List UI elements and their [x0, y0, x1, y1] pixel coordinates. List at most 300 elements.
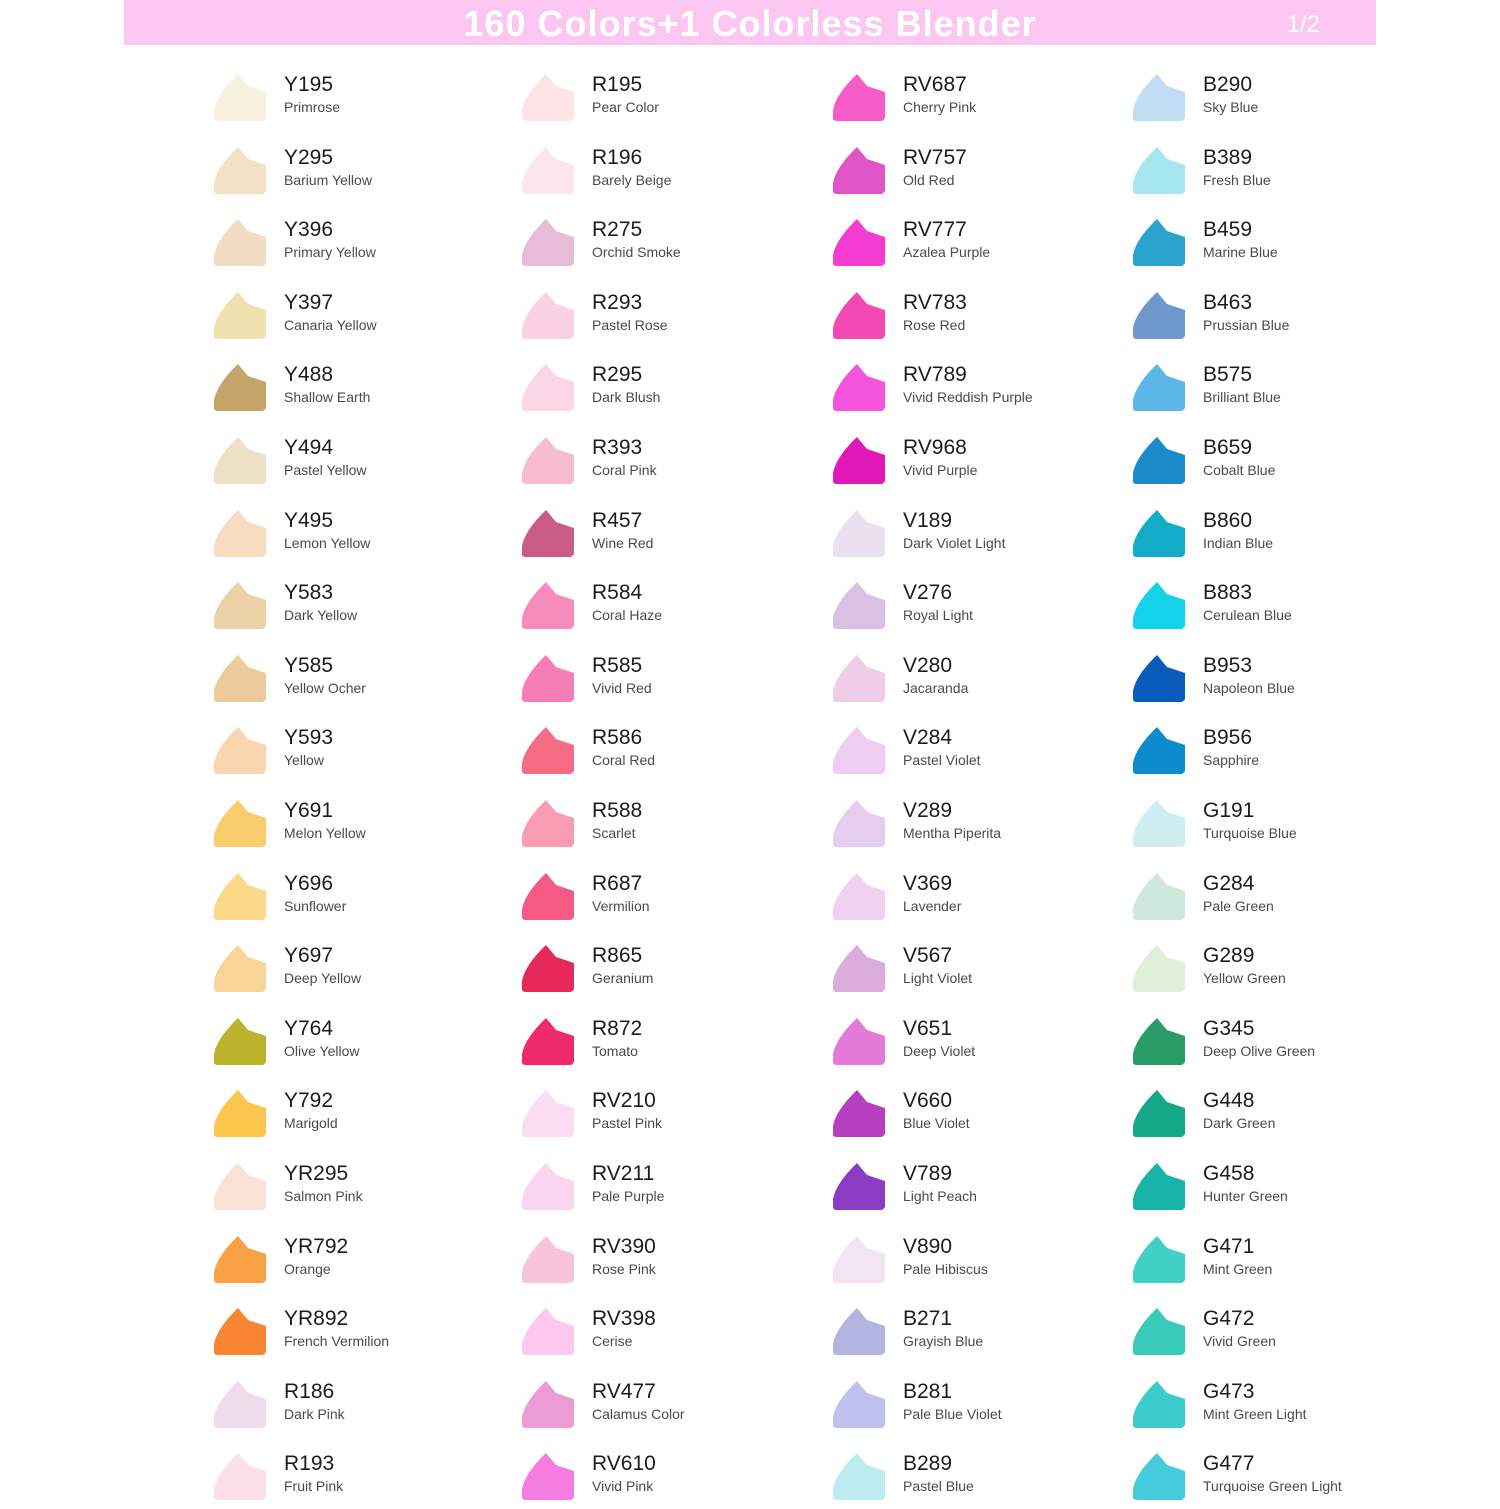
marker-tip-swatch	[1133, 873, 1185, 921]
color-item	[833, 1304, 1163, 1364]
color-item	[214, 796, 544, 856]
color-name: Dark Pink	[284, 1406, 345, 1422]
color-code: Y585	[284, 654, 334, 677]
swatch-fill	[214, 74, 266, 121]
marker-tip-swatch	[1133, 582, 1185, 630]
color-item	[522, 1304, 852, 1364]
marker-tip-swatch	[214, 800, 266, 848]
color-name: Indian Blue	[1203, 535, 1274, 551]
color-item	[833, 651, 1163, 711]
color-item	[833, 1449, 1163, 1509]
color-item	[214, 651, 544, 711]
color-code: B281	[903, 1380, 953, 1403]
color-code: Y295	[284, 146, 334, 169]
swatch-fill	[214, 582, 266, 629]
color-item	[214, 578, 544, 638]
color-name: Primary Yellow	[284, 244, 376, 260]
color-item	[1133, 215, 1463, 275]
color-item	[214, 360, 544, 420]
swatch-fill	[214, 873, 266, 920]
color-name: Light Peach	[903, 1188, 977, 1204]
color-code: B575	[1203, 363, 1253, 386]
color-item	[833, 433, 1163, 493]
color-item	[522, 578, 852, 638]
color-code: G289	[1203, 944, 1255, 967]
color-item	[1133, 1304, 1463, 1364]
marker-tip-swatch	[522, 437, 574, 485]
marker-tip-swatch	[833, 437, 885, 485]
color-name: Vivid Reddish Purple	[903, 389, 1033, 405]
color-code: R588	[592, 799, 643, 822]
color-name: Fresh Blue	[1203, 172, 1271, 188]
marker-tip-swatch	[1133, 945, 1185, 993]
marker-tip-swatch	[522, 1453, 574, 1501]
color-code: Y764	[284, 1017, 334, 1040]
color-code: Y494	[284, 436, 334, 459]
swatch-fill	[522, 510, 574, 557]
color-name: Mentha Piperita	[903, 825, 1002, 841]
marker-tip-swatch	[833, 1163, 885, 1211]
color-code: V567	[903, 944, 953, 967]
marker-tip-swatch	[1133, 1236, 1185, 1284]
color-item	[522, 1014, 852, 1074]
swatch-fill	[833, 727, 885, 774]
color-name: Coral Red	[592, 752, 656, 768]
color-item	[1133, 70, 1463, 130]
color-item	[1133, 941, 1463, 1001]
color-item	[214, 1014, 544, 1074]
marker-tip-swatch	[833, 364, 885, 412]
marker-tip-swatch	[833, 655, 885, 703]
swatch-fill	[214, 800, 266, 847]
marker-tip-swatch	[1133, 727, 1185, 775]
color-name: Barely Beige	[592, 172, 672, 188]
color-code: R195	[592, 73, 643, 96]
marker-tip-swatch	[833, 147, 885, 195]
swatch-fill	[214, 1090, 266, 1137]
marker-tip-swatch	[214, 292, 266, 340]
color-name: Royal Light	[903, 607, 974, 623]
color-item	[1133, 869, 1463, 929]
marker-tip-swatch	[1133, 510, 1185, 558]
color-code: Y697	[284, 944, 334, 967]
swatch-fill	[1133, 945, 1185, 992]
marker-tip-swatch	[833, 582, 885, 630]
color-item	[1133, 1232, 1463, 1292]
marker-tip-swatch	[522, 582, 574, 630]
color-item	[1133, 288, 1463, 348]
color-item	[522, 1086, 852, 1146]
color-code: RV757	[903, 146, 967, 169]
color-item	[1133, 723, 1463, 783]
swatch-fill	[1133, 873, 1185, 920]
color-item	[1133, 433, 1463, 493]
color-name: Cherry Pink	[903, 99, 977, 115]
color-item	[833, 1014, 1163, 1074]
marker-tip-swatch	[214, 1163, 266, 1211]
color-item	[1133, 651, 1463, 711]
marker-tip-swatch	[522, 655, 574, 703]
marker-tip-swatch	[522, 1308, 574, 1356]
color-item	[214, 433, 544, 493]
swatch-fill	[833, 582, 885, 629]
marker-tip-swatch	[214, 655, 266, 703]
swatch-fill	[522, 873, 574, 920]
color-name: Yellow Ocher	[284, 680, 366, 696]
color-code: G191	[1203, 799, 1255, 822]
color-code: Y195	[284, 73, 334, 96]
color-name: Melon Yellow	[284, 825, 366, 841]
marker-tip-swatch	[1133, 1453, 1185, 1501]
page-title: 160 Colors+1 Colorless Blender	[463, 3, 1037, 44]
swatch-fill	[522, 1018, 574, 1065]
color-code: V651	[903, 1017, 953, 1040]
color-item	[522, 796, 852, 856]
color-code: Y397	[284, 291, 334, 314]
color-item	[214, 143, 544, 203]
swatch-fill	[522, 727, 574, 774]
swatch-fill	[833, 219, 885, 266]
color-name: Pastel Yellow	[284, 462, 367, 478]
color-code: R275	[592, 218, 643, 241]
marker-tip-swatch	[833, 219, 885, 267]
color-item	[833, 70, 1163, 130]
color-item	[522, 433, 852, 493]
color-item	[522, 1377, 852, 1437]
color-item	[214, 288, 544, 348]
color-name: Salmon Pink	[284, 1188, 363, 1204]
swatch-fill	[522, 1453, 574, 1500]
color-item	[833, 360, 1163, 420]
marker-tip-swatch	[522, 147, 574, 195]
color-name: Sky Blue	[1203, 99, 1259, 115]
color-name: Light Violet	[903, 970, 973, 986]
color-code: R584	[592, 581, 643, 604]
swatch-fill	[522, 219, 574, 266]
color-name: Pale Blue Violet	[903, 1406, 1002, 1422]
color-code: R585	[592, 654, 643, 677]
marker-tip-swatch	[214, 364, 266, 412]
color-name: Shallow Earth	[284, 389, 371, 405]
swatch-fill	[1133, 1308, 1185, 1355]
swatch-fill	[522, 292, 574, 339]
color-item	[1133, 1014, 1463, 1074]
swatch-fill	[214, 147, 266, 194]
swatch-fill	[214, 1453, 266, 1500]
swatch-fill	[833, 364, 885, 411]
color-item	[522, 869, 852, 929]
color-name: Prussian Blue	[1203, 317, 1290, 333]
color-name: Napoleon Blue	[1203, 680, 1295, 696]
marker-tip-swatch	[1133, 219, 1185, 267]
color-code: R293	[592, 291, 643, 314]
marker-tip-swatch	[214, 1381, 266, 1429]
swatch-fill	[833, 1090, 885, 1137]
marker-tip-swatch	[833, 1018, 885, 1066]
swatch-fill	[833, 437, 885, 484]
swatch-fill	[1133, 1018, 1185, 1065]
color-item	[214, 70, 544, 130]
color-item	[522, 215, 852, 275]
color-code: V660	[903, 1089, 953, 1112]
color-code: G458	[1203, 1162, 1255, 1185]
marker-tip-swatch	[833, 1308, 885, 1356]
color-code: RV398	[592, 1307, 656, 1330]
color-name: Calamus Color	[592, 1406, 685, 1422]
swatch-fill	[833, 147, 885, 194]
color-name: Geranium	[592, 970, 654, 986]
color-name: Deep Olive Green	[1203, 1043, 1316, 1059]
marker-tip-swatch	[833, 292, 885, 340]
color-code: G477	[1203, 1452, 1255, 1475]
swatch-fill	[214, 292, 266, 339]
color-item	[1133, 143, 1463, 203]
color-name: Pastel Blue	[903, 1478, 974, 1494]
color-name: Pastel Pink	[592, 1115, 663, 1131]
swatch-fill	[1133, 1453, 1185, 1500]
color-name: Dark Violet Light	[903, 535, 1006, 551]
swatch-fill	[522, 74, 574, 121]
color-code: R872	[592, 1017, 643, 1040]
color-item	[522, 1159, 852, 1219]
color-name: Yellow	[284, 752, 324, 768]
swatch-fill	[833, 1381, 885, 1428]
swatch-fill	[522, 655, 574, 702]
marker-tip-swatch	[522, 727, 574, 775]
color-name: Pastel Rose	[592, 317, 668, 333]
marker-tip-swatch	[833, 1236, 885, 1284]
color-name: French Vermilion	[284, 1333, 390, 1349]
swatch-fill	[1133, 437, 1185, 484]
marker-tip-swatch	[833, 74, 885, 122]
marker-tip-swatch	[214, 1308, 266, 1356]
swatch-fill	[833, 800, 885, 847]
marker-tip-swatch	[214, 219, 266, 267]
marker-tip-swatch	[522, 1236, 574, 1284]
color-code: Y488	[284, 363, 334, 386]
color-name: Primrose	[284, 99, 341, 115]
color-column	[214, 0, 544, 1500]
color-name: Jacaranda	[903, 680, 969, 696]
color-code: RV390	[592, 1235, 656, 1258]
color-code: B290	[1203, 73, 1253, 96]
color-code: RV687	[903, 73, 967, 96]
marker-tip-swatch	[522, 873, 574, 921]
marker-tip-swatch	[214, 582, 266, 630]
color-code: B459	[1203, 218, 1253, 241]
color-name: Dark Green	[1203, 1115, 1276, 1131]
color-item	[522, 506, 852, 566]
color-name: Orchid Smoke	[592, 244, 681, 260]
marker-tip-swatch	[833, 873, 885, 921]
marker-tip-swatch	[1133, 74, 1185, 122]
color-name: Old Red	[903, 172, 955, 188]
color-code: RV210	[592, 1089, 656, 1112]
swatch-fill	[833, 1018, 885, 1065]
color-code: G473	[1203, 1380, 1255, 1403]
swatch-fill	[214, 1018, 266, 1065]
marker-tip-swatch	[1133, 437, 1185, 485]
color-column	[1133, 0, 1463, 1500]
marker-tip-swatch	[214, 1090, 266, 1138]
color-item	[1133, 1086, 1463, 1146]
color-code: B389	[1203, 146, 1253, 169]
swatch-fill	[1133, 147, 1185, 194]
swatch-fill	[1133, 1236, 1185, 1283]
marker-tip-swatch	[1133, 1308, 1185, 1356]
marker-tip-swatch	[522, 1018, 574, 1066]
color-name: Deep Yellow	[284, 970, 362, 986]
marker-tip-swatch	[214, 510, 266, 558]
color-name: Deep Violet	[903, 1043, 976, 1059]
swatch-fill	[1133, 1163, 1185, 1210]
swatch-fill	[522, 147, 574, 194]
color-item	[833, 143, 1163, 203]
color-name: Dark Yellow	[284, 607, 358, 623]
color-code: R393	[592, 436, 643, 459]
marker-tip-swatch	[522, 74, 574, 122]
color-code: Y495	[284, 509, 334, 532]
color-name: Sunflower	[284, 898, 347, 914]
swatch-fill	[1133, 1381, 1185, 1428]
swatch-fill	[1133, 1090, 1185, 1137]
color-item	[833, 215, 1163, 275]
swatch-fill	[1133, 74, 1185, 121]
color-code: V280	[903, 654, 953, 677]
color-item	[833, 1159, 1163, 1219]
color-code: G472	[1203, 1307, 1255, 1330]
color-name: Tomato	[592, 1043, 638, 1059]
marker-tip-swatch	[522, 364, 574, 412]
color-name: Vivid Green	[1203, 1333, 1276, 1349]
color-name: Mint Green	[1203, 1261, 1273, 1277]
swatch-fill	[833, 510, 885, 557]
color-name: Pastel Violet	[903, 752, 981, 768]
color-code: B953	[1203, 654, 1253, 677]
marker-tip-swatch	[833, 800, 885, 848]
color-code: G471	[1203, 1235, 1255, 1258]
color-code: B659	[1203, 436, 1253, 459]
color-name: Hunter Green	[1203, 1188, 1288, 1204]
swatch-fill	[833, 873, 885, 920]
color-name: Marigold	[284, 1115, 338, 1131]
color-item	[522, 723, 852, 783]
color-code: V284	[903, 726, 953, 749]
swatch-fill	[522, 582, 574, 629]
color-code: Y396	[284, 218, 334, 241]
marker-tip-swatch	[214, 437, 266, 485]
color-name: Scarlet	[592, 825, 636, 841]
swatch-fill	[833, 1308, 885, 1355]
color-name: Pale Green	[1203, 898, 1274, 914]
marker-tip-swatch	[522, 800, 574, 848]
color-code: V789	[903, 1162, 953, 1185]
color-item	[522, 941, 852, 1001]
color-code: Y792	[284, 1089, 334, 1112]
swatch-fill	[1133, 800, 1185, 847]
swatch-fill	[214, 1308, 266, 1355]
marker-tip-swatch	[522, 945, 574, 993]
color-code: G284	[1203, 872, 1255, 895]
marker-tip-swatch	[214, 74, 266, 122]
swatch-fill	[214, 1236, 266, 1283]
color-item	[833, 288, 1163, 348]
color-item	[214, 1159, 544, 1219]
swatch-fill	[833, 1453, 885, 1500]
swatch-fill	[522, 364, 574, 411]
swatch-fill	[522, 1308, 574, 1355]
color-name: Coral Haze	[592, 607, 663, 623]
swatch-fill	[1133, 292, 1185, 339]
page-indicator: 1/2	[1286, 11, 1320, 38]
color-name: Turquoise Green Light	[1203, 1478, 1342, 1494]
swatch-fill	[214, 655, 266, 702]
color-item	[214, 506, 544, 566]
color-code: R295	[592, 363, 643, 386]
marker-tip-swatch	[1133, 147, 1185, 195]
marker-tip-swatch	[1133, 1163, 1185, 1211]
marker-tip-swatch	[833, 510, 885, 558]
marker-tip-swatch	[833, 727, 885, 775]
color-name: Mint Green Light	[1203, 1406, 1307, 1422]
color-name: Blue Violet	[903, 1115, 970, 1131]
swatch-fill	[833, 945, 885, 992]
color-code: G345	[1203, 1017, 1255, 1040]
color-name: Cerise	[592, 1333, 633, 1349]
color-name: Vivid Pink	[592, 1478, 654, 1494]
color-code: RV968	[903, 436, 967, 459]
marker-tip-swatch	[214, 147, 266, 195]
color-code: R687	[592, 872, 643, 895]
color-code: Y583	[284, 581, 334, 604]
color-item	[522, 1449, 852, 1509]
color-name: Rose Red	[903, 317, 966, 333]
marker-tip-swatch	[214, 727, 266, 775]
color-code: RV777	[903, 218, 967, 241]
swatch-fill	[522, 1381, 574, 1428]
marker-tip-swatch	[833, 1453, 885, 1501]
color-item	[833, 1086, 1163, 1146]
color-name: Grayish Blue	[903, 1333, 984, 1349]
marker-tip-swatch	[1133, 292, 1185, 340]
color-name: Vivid Red	[592, 680, 652, 696]
color-column	[833, 0, 1163, 1500]
color-name: Vermilion	[592, 898, 650, 914]
color-name: Brilliant Blue	[1203, 389, 1281, 405]
color-name: Barium Yellow	[284, 172, 372, 188]
swatch-fill	[522, 437, 574, 484]
marker-tip-swatch	[1133, 655, 1185, 703]
swatch-fill	[214, 219, 266, 266]
color-name: Cerulean Blue	[1203, 607, 1292, 623]
color-item	[522, 1232, 852, 1292]
color-name: Sapphire	[1203, 752, 1260, 768]
color-item	[522, 143, 852, 203]
color-code: V890	[903, 1235, 953, 1258]
swatch-fill	[214, 364, 266, 411]
marker-tip-swatch	[522, 1090, 574, 1138]
color-code: YR892	[284, 1307, 349, 1330]
marker-tip-swatch	[214, 1236, 266, 1284]
color-code: V189	[903, 509, 953, 532]
color-code: B860	[1203, 509, 1253, 532]
color-code: B271	[903, 1307, 953, 1330]
marker-tip-swatch	[214, 1453, 266, 1501]
swatch-fill	[522, 1090, 574, 1137]
marker-tip-swatch	[833, 1090, 885, 1138]
color-item	[214, 941, 544, 1001]
color-name: Fruit Pink	[284, 1478, 344, 1494]
